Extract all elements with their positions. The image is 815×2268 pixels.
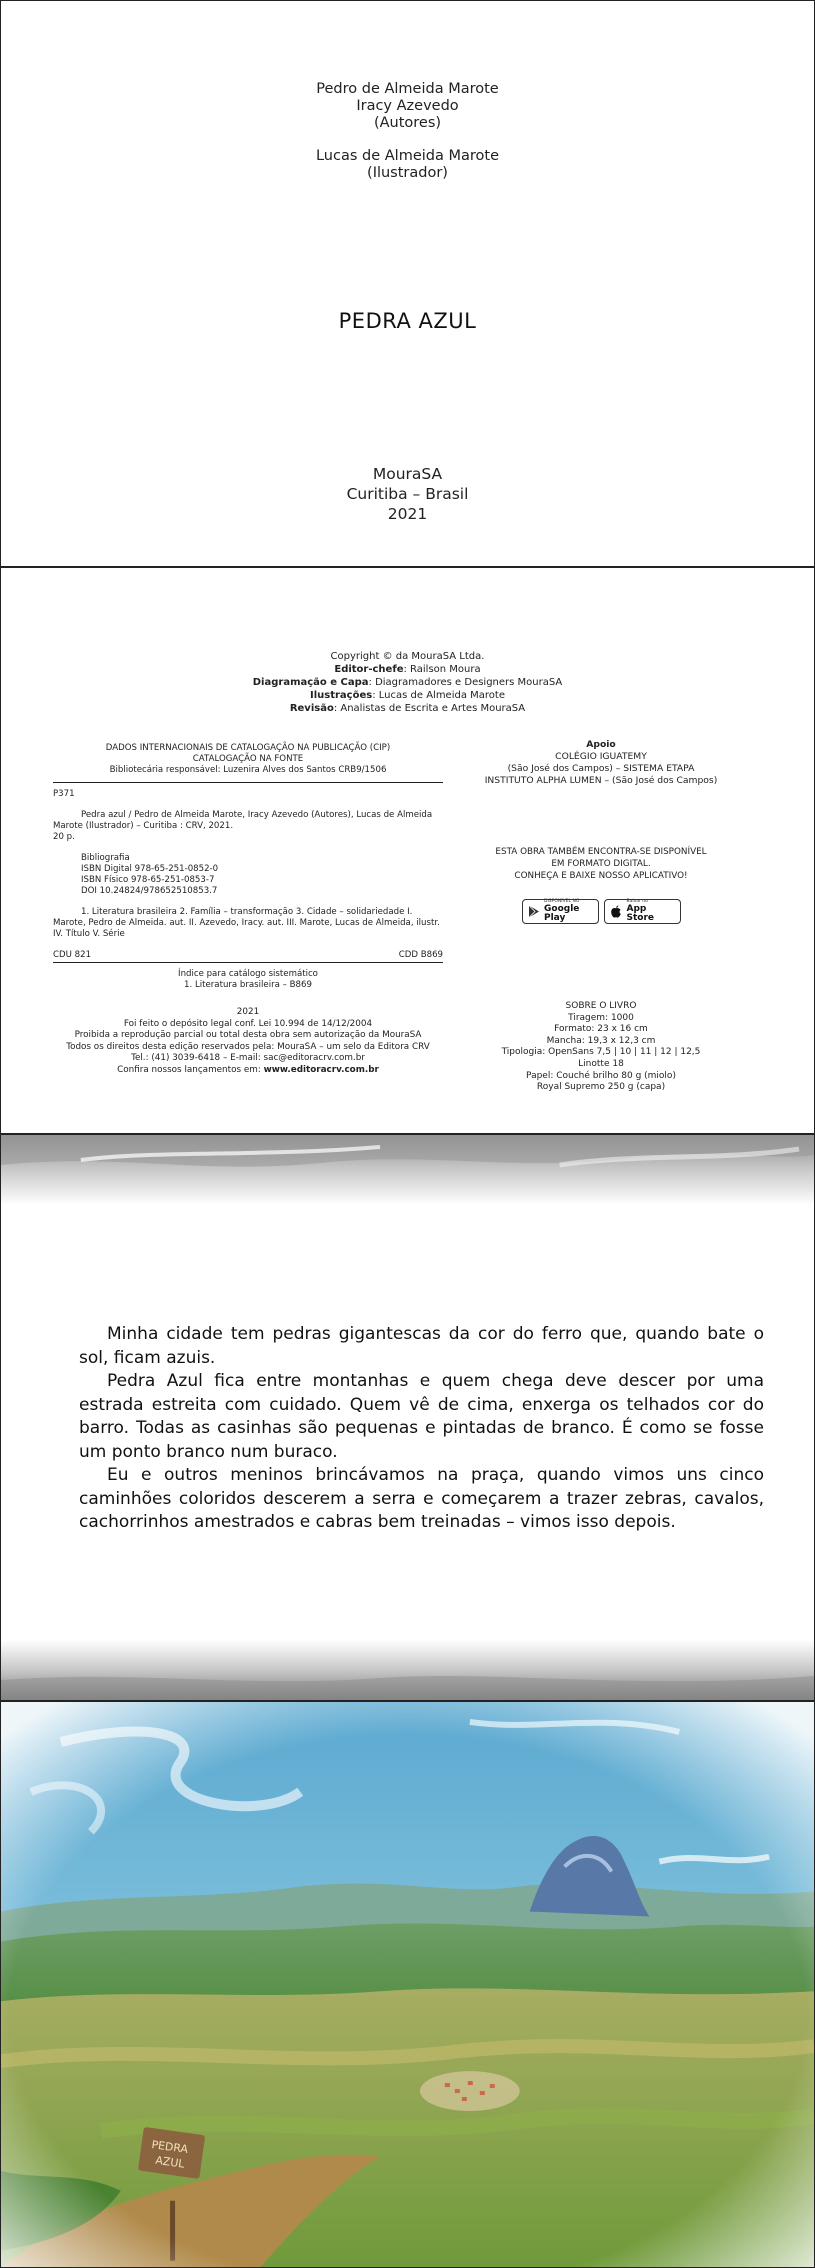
divider [53, 782, 443, 783]
cip-entry: Pedra azul / Pedro de Almeida Marote, Iracy Azevedo (Autores), Lucas de Almeida Marote (Ilustrador) – Curitiba : CRV, 2021. [53, 810, 433, 831]
credit-line: Ilustrações: Lucas de Almeida Marote [310, 690, 505, 701]
cip-code: P371 [53, 789, 75, 799]
legal-block: 2021 Foi feito o depósito legal conf. Lei 10.994 de 14/12/2004 Proibida a reprodução parcial ou total desta obra sem autorização da MouraSA Todos os direitos desta edição reservados pela: MouraSA – um selo da Editora CRV Tel.: (41) 3039-6418 – E-mail: sac@editoracrv.com.br Confira nossos lançamentos em: www.editoracrv.com.br [53, 1007, 443, 1077]
cip-block [53, 743, 443, 991]
cip-header: DADOS INTERNACIONAIS DE CATALOGAÇÃO NA PUBLICAÇÃO (CIP) CATALOGAÇÃO NA FONTE Bibliotecária responsável: Luzenira Alves dos Santos CRB9/1506 [105, 743, 391, 775]
apple-icon [610, 905, 622, 918]
credit-line: Editor-chefe: Railson Moura [334, 664, 481, 675]
google-play-badge[interactable]: DISPONÍVEL NO Google Play [522, 899, 599, 924]
credit-line: Diagramação e Capa: Diagramadores e Designers MouraSA [252, 677, 563, 688]
divider [53, 962, 443, 963]
pedra-azul-landscape-illustration [1, 1702, 814, 2268]
cip-pages: 20 p. [53, 832, 75, 842]
classification-row [53, 950, 443, 961]
illustration-page [0, 1701, 815, 2268]
cdd-code: CDD B869 [398, 950, 443, 960]
imprint-block [1, 464, 814, 524]
story-paragraph: Pedra Azul fica entre montanhas e quem chega deve descer por uma estrada estreita com cuidado. Quem vê de cima, enxerga os telhados cor do barro. Todas as casinhas são pequenas e pintadas de branco. É como se fosse um ponto branco num buraco. [79, 1371, 764, 1462]
support-block [481, 739, 721, 787]
story-text-page [0, 1134, 815, 1701]
support-line: (São José dos Campos) – SISTEMA ETAPA [507, 763, 695, 774]
author-name: Pedro de Almeida Marote [316, 81, 499, 97]
cloud-border-top [1, 1135, 814, 1205]
cloud-border-bottom [1, 1640, 814, 1700]
year: 2021 [387, 505, 428, 523]
title-page [0, 0, 815, 567]
store-badges [522, 899, 681, 924]
website-link[interactable]: www.editoracrv.com.br [263, 1064, 379, 1075]
authors-block [1, 81, 814, 182]
book-title: PEDRA AZUL [338, 309, 477, 333]
digital-notice: ESTA OBRA TAMBÉM ENCONTRA-SE DISPONÍVEL EM FORMATO DIGITAL. CONHEÇA E BAIXE NOSSO APLICATIVO! [495, 847, 707, 881]
story-paragraph: Minha cidade tem pedras gigantescas da cor do ferro que, quando bate o sol, ficam azuis. [79, 1324, 764, 1368]
story-text [79, 1323, 764, 1535]
support-line: INSTITUTO ALPHA LUMEN – (São José dos Campos) [484, 775, 718, 786]
cdu-code: CDU 821 [53, 950, 92, 960]
copyright-page [0, 567, 815, 1134]
cip-bibliography: Bibliografia ISBN Digital 978-65-251-0852-0 ISBN Físico 978-65-251-0853-7 DOI 10.24824/978652510853.7 [81, 853, 219, 896]
story-paragraph: Eu e outros meninos brincávamos na praça, quando vimos uns cinco caminhões coloridos descerem a serra e começarem a trazer zebras, cavalos, cachorrinhos amestrados e cabras bem treinadas – vimos isso depois. [79, 1465, 764, 1532]
publisher: MouraSA [372, 465, 443, 483]
google-play-icon [528, 905, 540, 918]
illustrator-role: (Ilustrador) [367, 165, 448, 181]
cip-subjects: 1. Literatura brasileira 2. Família – transformação 3. Cidade – solidariedade I. Marote, Pedro de Almeida. aut. II. Azevedo, Iracy. aut. III. Marote, Lucas de Almeida, ilustr. IV. Título V. Série [53, 907, 440, 939]
support-line: COLÉGIO IGUATEMY [555, 751, 647, 762]
credits-block [1, 650, 814, 715]
legal-year: 2021 [236, 1007, 260, 1017]
author-name: Iracy Azevedo [356, 98, 459, 114]
authors-role: (Autores) [373, 115, 442, 131]
about-book-block: SOBRE O LIVRO Tiragem: 1000 Formato: 23 x 16 cm Mancha: 19,3 x 12,3 cm Tipologia: OpenSans 7,5 | 10 | 11 | 12 | 12,5 Linotte 18 Papel: Couché brilho 80 g (miolo) Royal Supremo 250 g (capa) [501, 1001, 701, 1093]
credit-line: Revisão: Analistas de Escrita e Artes MouraSA [289, 703, 526, 714]
catalog-index: Índice para catálogo sistemático 1. Literatura brasileira – B869 [178, 969, 318, 990]
support-title: Apoio [586, 739, 616, 750]
illustrator-name: Lucas de Almeida Marote [315, 148, 499, 164]
city: Curitiba – Brasil [346, 485, 469, 503]
app-store-badge[interactable]: Baixar no App Store [604, 899, 681, 924]
copyright-line: Copyright © da MouraSA Ltda. [330, 651, 485, 662]
